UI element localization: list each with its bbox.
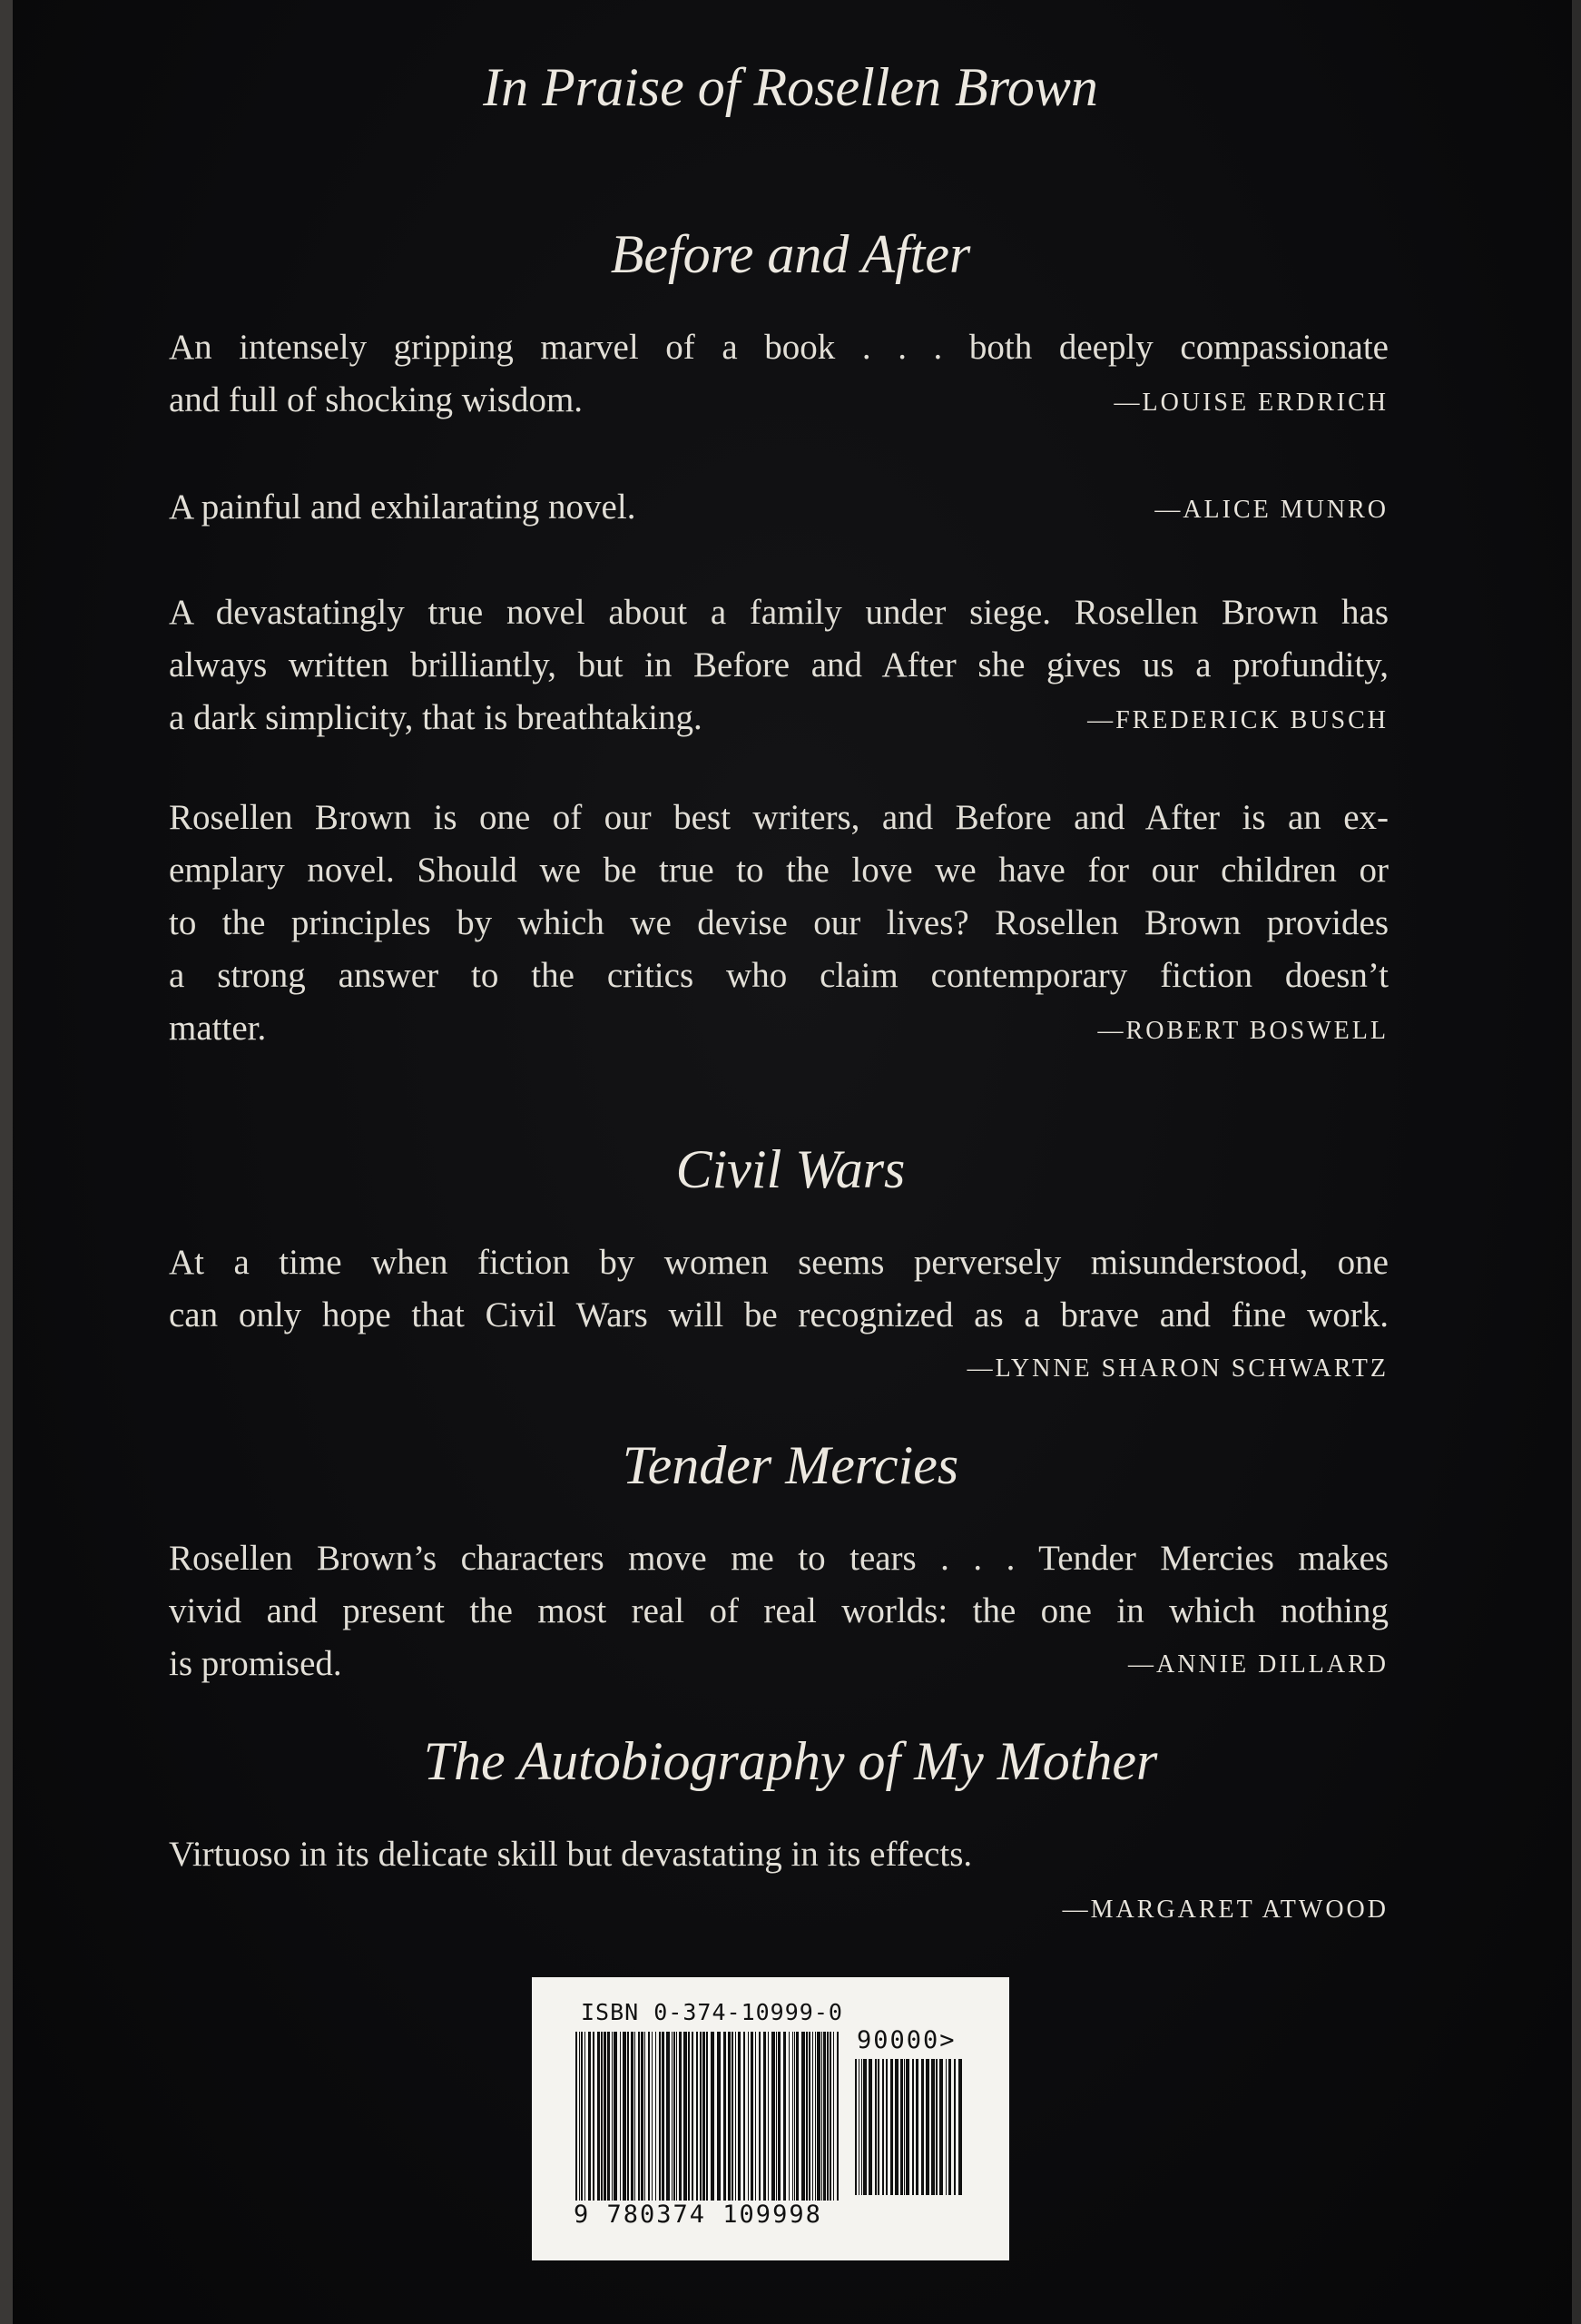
barcode-bar (827, 2032, 829, 2201)
ean-barcode (575, 2032, 844, 2210)
barcode-bar (921, 2059, 924, 2195)
barcode-bar (652, 2032, 653, 2201)
barcode-bar (878, 2059, 879, 2195)
barcode-bar (861, 2059, 862, 2195)
barcode-label (532, 1977, 1009, 2260)
attribution-erdrich: —LOUISE ERDRICH (1114, 389, 1389, 417)
barcode-bar (692, 2032, 693, 2201)
barcode-bar (882, 2059, 884, 2195)
barcode-bar (809, 2032, 810, 2201)
barcode-bar (588, 2032, 591, 2201)
section-title-civil-wars: Civil Wars (675, 1139, 906, 1199)
barcode-bar (789, 2032, 790, 2201)
quote-line: can only hope that Civil Wars will be recognized as a brave and fine work. (169, 1295, 1389, 1334)
quote-line: Virtuoso in its delicate skill but devastating in its effects. (169, 1835, 973, 1874)
barcode-bar (579, 2032, 580, 2201)
quote-line: A painful and exhilarating novel. (169, 487, 636, 527)
quote-line: matter. (169, 1009, 267, 1048)
barcode-bar (763, 2032, 766, 2201)
barcode-bar (672, 2032, 673, 2201)
barcode-bar (748, 2032, 749, 2201)
barcode-bar (706, 2032, 708, 2201)
price-code: 90000> (857, 2026, 957, 2054)
barcode-bar (823, 2032, 826, 2201)
barcode-bar (886, 2059, 888, 2195)
barcode-bar (581, 2032, 583, 2201)
barcode-bar (946, 2059, 947, 2195)
barcode-bar (738, 2032, 741, 2201)
barcode-bar (735, 2032, 736, 2201)
quote-line: a dark simplicity, that is breathtaking. (169, 698, 702, 737)
quote-boswell (169, 792, 1389, 1055)
barcode-bar (648, 2032, 650, 2201)
barcode-bar (612, 2032, 613, 2201)
quote-line: is promised. (169, 1644, 342, 1683)
barcode-bar (631, 2032, 633, 2201)
barcode-bar (700, 2032, 702, 2201)
barcode-bar (906, 2059, 909, 2195)
praise-heading: In Praise of Rosellen Brown (483, 57, 1098, 117)
barcode-bar (875, 2059, 877, 2195)
barcode-bar (912, 2059, 914, 2195)
barcode-bar (830, 2032, 831, 2201)
barcode-bar (728, 2032, 731, 2201)
barcode-bar (768, 2032, 769, 2201)
barcode-bar (655, 2032, 656, 2201)
barcode-bar (676, 2032, 677, 2201)
barcode-bar (641, 2032, 643, 2201)
barcode-bar (679, 2032, 682, 2201)
quote-line: and full of shocking wisdom. (169, 380, 584, 419)
barcode-bar (696, 2032, 698, 2201)
barcode-bar (776, 2032, 777, 2201)
barcode-bar (783, 2032, 786, 2201)
barcode-bar (717, 2032, 721, 2201)
barcode-bar (948, 2059, 951, 2195)
barcode-bar (614, 2032, 617, 2201)
barcode-bar (604, 2032, 606, 2201)
barcode-bar (890, 2059, 893, 2195)
ean-digits: 9 780374 109998 (574, 2201, 822, 2229)
barcode-bar (817, 2032, 820, 2201)
quote-line: to the principles by which we devise our lives? Rosellen Brown provides (169, 903, 1389, 942)
barcode-bar (601, 2032, 603, 2201)
quote-line: At a time when fiction by women seems perversely misunderstood, one (169, 1243, 1389, 1282)
quote-line: A devastatingly true novel about a family under siege. Rosellen Brown has (169, 593, 1389, 632)
barcode-bar (620, 2032, 621, 2201)
isbn-number: ISBN 0-374-10999-0 (581, 1999, 843, 2025)
barcode-bar (895, 2059, 899, 2195)
barcode-bar (623, 2032, 626, 2201)
barcode-bar (759, 2032, 761, 2201)
barcode-bar (666, 2032, 670, 2201)
barcode-bar (869, 2059, 872, 2195)
barcode-bar (593, 2032, 594, 2201)
barcode-bar (597, 2032, 600, 2201)
barcode-bar (958, 2059, 962, 2195)
barcode-bar (926, 2059, 929, 2195)
quote-line: An intensely gripping marvel of a book . . . both deeply compassionate (169, 328, 1389, 367)
barcode-bar (837, 2032, 839, 2201)
quote-schwartz (169, 1236, 1389, 1342)
quote-atwood (169, 1828, 1389, 1881)
barcode-bar (751, 2032, 753, 2201)
barcode-bar (688, 2032, 690, 2201)
attribution-dillard: —ANNIE DILLARD (1128, 1650, 1389, 1679)
quote-line: a strong answer to the critics who claim contemporary fiction doesn’t (169, 956, 1389, 995)
barcode-bar (936, 2059, 938, 2195)
barcode-bar (900, 2059, 903, 2195)
barcode-bar (702, 2032, 705, 2201)
barcode-bar (916, 2059, 918, 2195)
barcode-bar (931, 2059, 935, 2195)
barcode-bar (939, 2059, 943, 2195)
barcode-bar (638, 2032, 640, 2201)
barcode-bar (683, 2032, 687, 2201)
barcode-bar (627, 2032, 629, 2201)
barcode-bar (634, 2032, 635, 2201)
quote-line: always written brilliantly, but in Before and After she gives us a profundity, (169, 645, 1389, 684)
barcode-bar (755, 2032, 756, 2201)
barcode-bar (833, 2032, 834, 2201)
barcode-bar (673, 2032, 675, 2201)
barcode-bar (821, 2032, 822, 2201)
barcode-bar (815, 2032, 816, 2201)
section-title-autobiography: The Autobiography of My Mother (423, 1731, 1158, 1791)
barcode-bar (723, 2032, 726, 2201)
barcode-bar (778, 2032, 781, 2201)
barcode-bar (812, 2032, 813, 2201)
barcode-bar (575, 2032, 577, 2201)
attribution-boswell: —ROBERT BOSWELL (1097, 1017, 1389, 1045)
attribution-atwood: —MARGARET ATWOOD (1062, 1896, 1389, 1924)
barcode-bar (732, 2032, 733, 2201)
attribution-schwartz: —LYNNE SHARON SCHWARTZ (967, 1354, 1389, 1383)
barcode-bar (607, 2032, 610, 2201)
barcode-bar (584, 2032, 585, 2201)
barcode-bar (855, 2059, 857, 2195)
section-title-tender-mercies: Tender Mercies (622, 1435, 959, 1495)
barcode-bar (796, 2032, 799, 2201)
price-addon-barcode (855, 2059, 964, 2195)
attribution-busch: —FREDERICK BUSCH (1087, 706, 1389, 734)
quote-line: vivid and present the most real of real worlds: the one in which nothing (169, 1591, 1389, 1630)
barcode-bar (659, 2032, 661, 2201)
barcode-bar (904, 2059, 905, 2195)
barcode-bar (771, 2032, 775, 2201)
barcode-bar (662, 2032, 664, 2201)
barcode-bar (794, 2032, 795, 2201)
barcode-bar (711, 2032, 714, 2201)
barcode-bar (792, 2032, 793, 2201)
barcode-bar (644, 2032, 645, 2201)
quote-line: Rosellen Brown’s characters move me to tears . . . Tender Mercies makes (169, 1539, 1389, 1578)
barcode-bar (863, 2059, 867, 2195)
quote-line: emplary novel. Should we be true to the love we have for our children or (169, 851, 1389, 890)
quote-line: Rosellen Brown is one of our best writers, and Before and After is an ex- (169, 798, 1389, 837)
barcode-bar (954, 2059, 956, 2195)
barcode-bar (743, 2032, 745, 2201)
attribution-munro: —ALICE MUNRO (1154, 496, 1389, 524)
section-title-before-and-after: Before and After (610, 224, 971, 284)
barcode-bar (806, 2032, 808, 2201)
barcode-bar (801, 2032, 805, 2201)
